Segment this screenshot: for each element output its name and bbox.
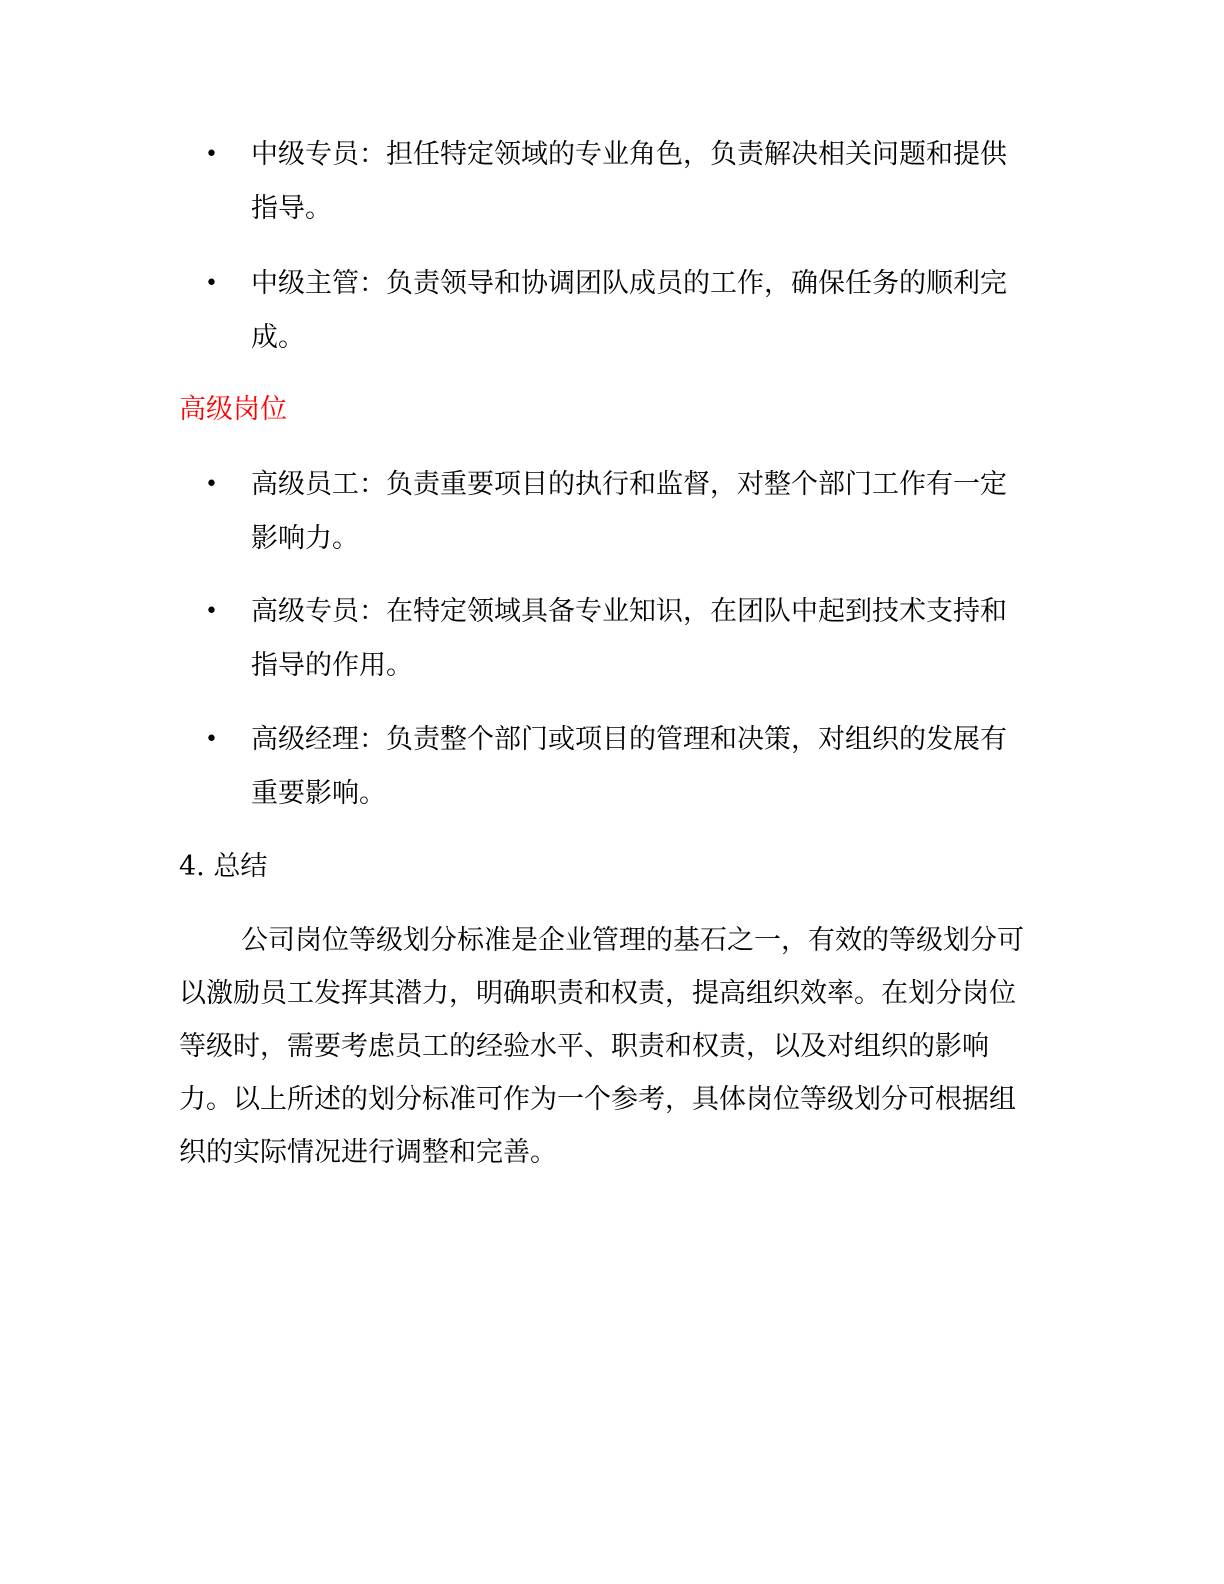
list-item-text: 高级员工：负责重要项目的执行和监督，对整个部门工作有一定影响力。 (251, 469, 1007, 554)
bullet-dot-icon: • (205, 727, 218, 752)
list-item (205, 458, 1031, 566)
bullet-dot-icon: • (205, 599, 218, 624)
list-item (205, 128, 1031, 236)
bullet-dot-icon: • (205, 271, 218, 296)
bullet-dot-icon: • (205, 472, 218, 497)
list-item (205, 257, 1031, 365)
list-item (205, 713, 1031, 821)
list-item-text: 高级经理：负责整个部门或项目的管理和决策，对组织的发展有重要影响。 (251, 724, 1007, 809)
bullet-dot-icon: • (205, 142, 218, 167)
section-heading-senior: 高级岗位 (179, 394, 287, 425)
list-item-text: 高级专员：在特定领域具备专业知识，在团队中起到技术支持和指导的作用。 (251, 596, 1007, 681)
list-item (205, 585, 1031, 693)
list-item-text: 中级主管：负责领导和协调团队成员的工作，确保任务的顺利完成。 (251, 268, 1007, 353)
section-heading-summary: 4. 总结 (179, 851, 268, 882)
list-item-text: 中级专员：担任特定领域的专业角色，负责解决相关问题和提供指导。 (251, 139, 1007, 224)
summary-paragraph: 公司岗位等级划分标准是企业管理的基石之一，有效的等级划分可以激励员工发挥其潜力，明确职责和权责，提高组织效率。在划分岗位等级时，需要考虑员工的经验水平、职责和权责，以及对组织的影响力。以上所述的划分标准可作为一个参考，具体岗位等级划分可根据组织的实际情况进行调整和完善。 (179, 925, 1024, 1168)
